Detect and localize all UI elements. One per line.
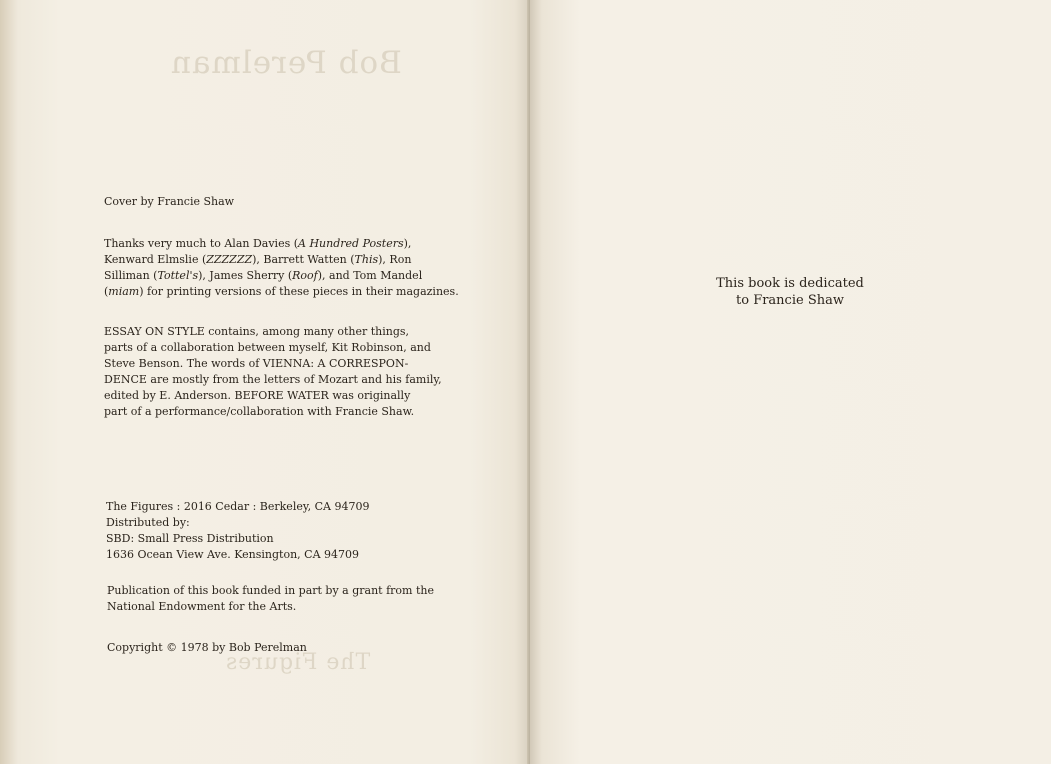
essay-note-line: edited by E. Anderson. BEFORE WATER was originally — [104, 389, 411, 402]
publisher-line: 1636 Ocean View Ave. Kensington, CA 94709 — [106, 548, 359, 561]
cover-credit — [104, 194, 234, 210]
publisher-line: Distributed by: — [106, 516, 190, 529]
acknowledgments-line-4: (miam) for printing versions of these pieces in their magazines. — [104, 285, 459, 298]
funding-line: National Endowment for the Arts. — [107, 600, 297, 613]
dedication-line: This book is dedicated — [716, 276, 864, 291]
essay-note-line: part of a performance/collaboration with Francie Shaw. — [104, 405, 415, 418]
essay-note-line: Steve Benson. The words of VIENNA: A CORRESPON- — [104, 357, 409, 370]
publisher-info — [106, 499, 369, 563]
acknowledgments — [104, 236, 459, 300]
dedication — [680, 275, 900, 309]
bleed-through-author: Bob Perelman — [170, 45, 402, 81]
bleed-through-publisher: The Figures — [225, 650, 371, 675]
acknowledgments-line-1: Thanks very much to Alan Davies (A Hundred Posters), — [104, 237, 412, 250]
cover-credit-text: Cover by Francie Shaw — [104, 195, 235, 208]
acknowledgments-line-3: Silliman (Tottel's), James Sherry (Roof), and Tom Mandel — [104, 269, 423, 282]
essay-note-line: parts of a collaboration between myself, Kit Robinson, and — [104, 341, 431, 354]
copyright-notice — [107, 640, 307, 656]
copyright-text: Copyright © 1978 by Bob Perelman — [107, 641, 307, 654]
essay-note-line: DENCE are mostly from the letters of Mozart and his family, — [104, 373, 442, 386]
funding-line: Publication of this book funded in part by a grant from the — [107, 584, 434, 597]
dedication-line: to Francie Shaw — [736, 293, 844, 308]
funding-note — [107, 583, 434, 615]
right-page — [530, 0, 1051, 764]
essay-note-line: ESSAY ON STYLE contains, among many other things, — [104, 325, 410, 338]
acknowledgments-line-2: Kenward Elmslie (ZZZZZZ), Barrett Watten (This), Ron — [104, 253, 412, 266]
publisher-line: The Figures : 2016 Cedar : Berkeley, CA 94709 — [106, 500, 370, 513]
essay-note — [104, 324, 442, 420]
publisher-line: SBD: Small Press Distribution — [106, 532, 274, 545]
